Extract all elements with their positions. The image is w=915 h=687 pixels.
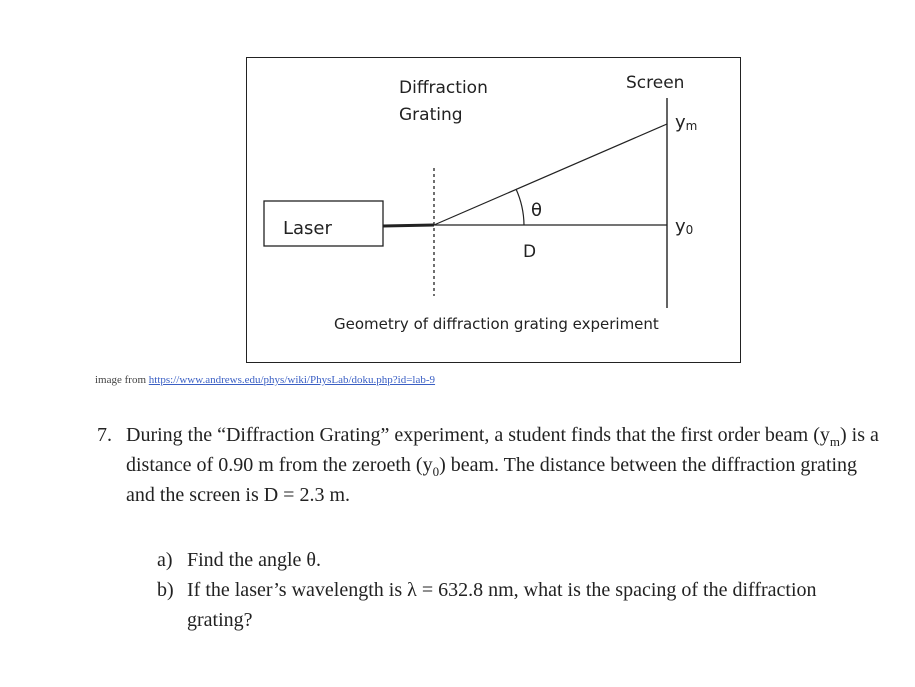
subparts-list xyxy=(157,545,857,635)
ym-label: ym xyxy=(675,112,698,133)
diffraction-diagram xyxy=(247,58,742,364)
screen-label: Screen xyxy=(626,73,685,93)
laser-beam xyxy=(383,225,434,226)
laser-label: Laser xyxy=(283,218,332,239)
subpart-b xyxy=(157,575,857,635)
question-number: 7. xyxy=(97,424,112,446)
subpart-a-label: a) xyxy=(157,549,173,571)
question-stem: During the “Diffraction Grating” experiment, a student finds that the first order beam $(y_m)$ is a distance of 0.90 m from the zeroeth $(y_0)$ beam. The distance between the diffraction grating and the screen is D = 2.3 m. xyxy=(126,424,879,506)
subpart-b-text: If the laser’s wavelength is λ = 632.8 nm, what is the spacing of the diffraction grating? xyxy=(187,579,817,631)
first-order-beam xyxy=(434,124,667,225)
theta-label: θ xyxy=(531,200,543,221)
question-7 xyxy=(97,420,887,631)
subpart-b-label: b) xyxy=(157,579,174,601)
y0-label: y0 xyxy=(675,216,694,237)
diagram-figure xyxy=(246,57,741,363)
attribution-link[interactable]: https://www.andrews.edu/phys/wiki/PhysLab/doku.php?id=lab-9 xyxy=(148,374,436,386)
subpart-a-text: Find the angle θ. xyxy=(187,549,322,571)
grating-title-line1: Diffraction xyxy=(399,78,488,98)
subpart-a xyxy=(157,545,857,575)
figure-caption: Geometry of diffraction grating experiment xyxy=(334,315,659,333)
image-attribution xyxy=(95,374,435,386)
theta-arc xyxy=(516,189,524,225)
grating-title-line2: Grating xyxy=(399,105,463,125)
attribution-prefix: image from xyxy=(95,374,149,386)
d-label: D xyxy=(523,242,537,262)
